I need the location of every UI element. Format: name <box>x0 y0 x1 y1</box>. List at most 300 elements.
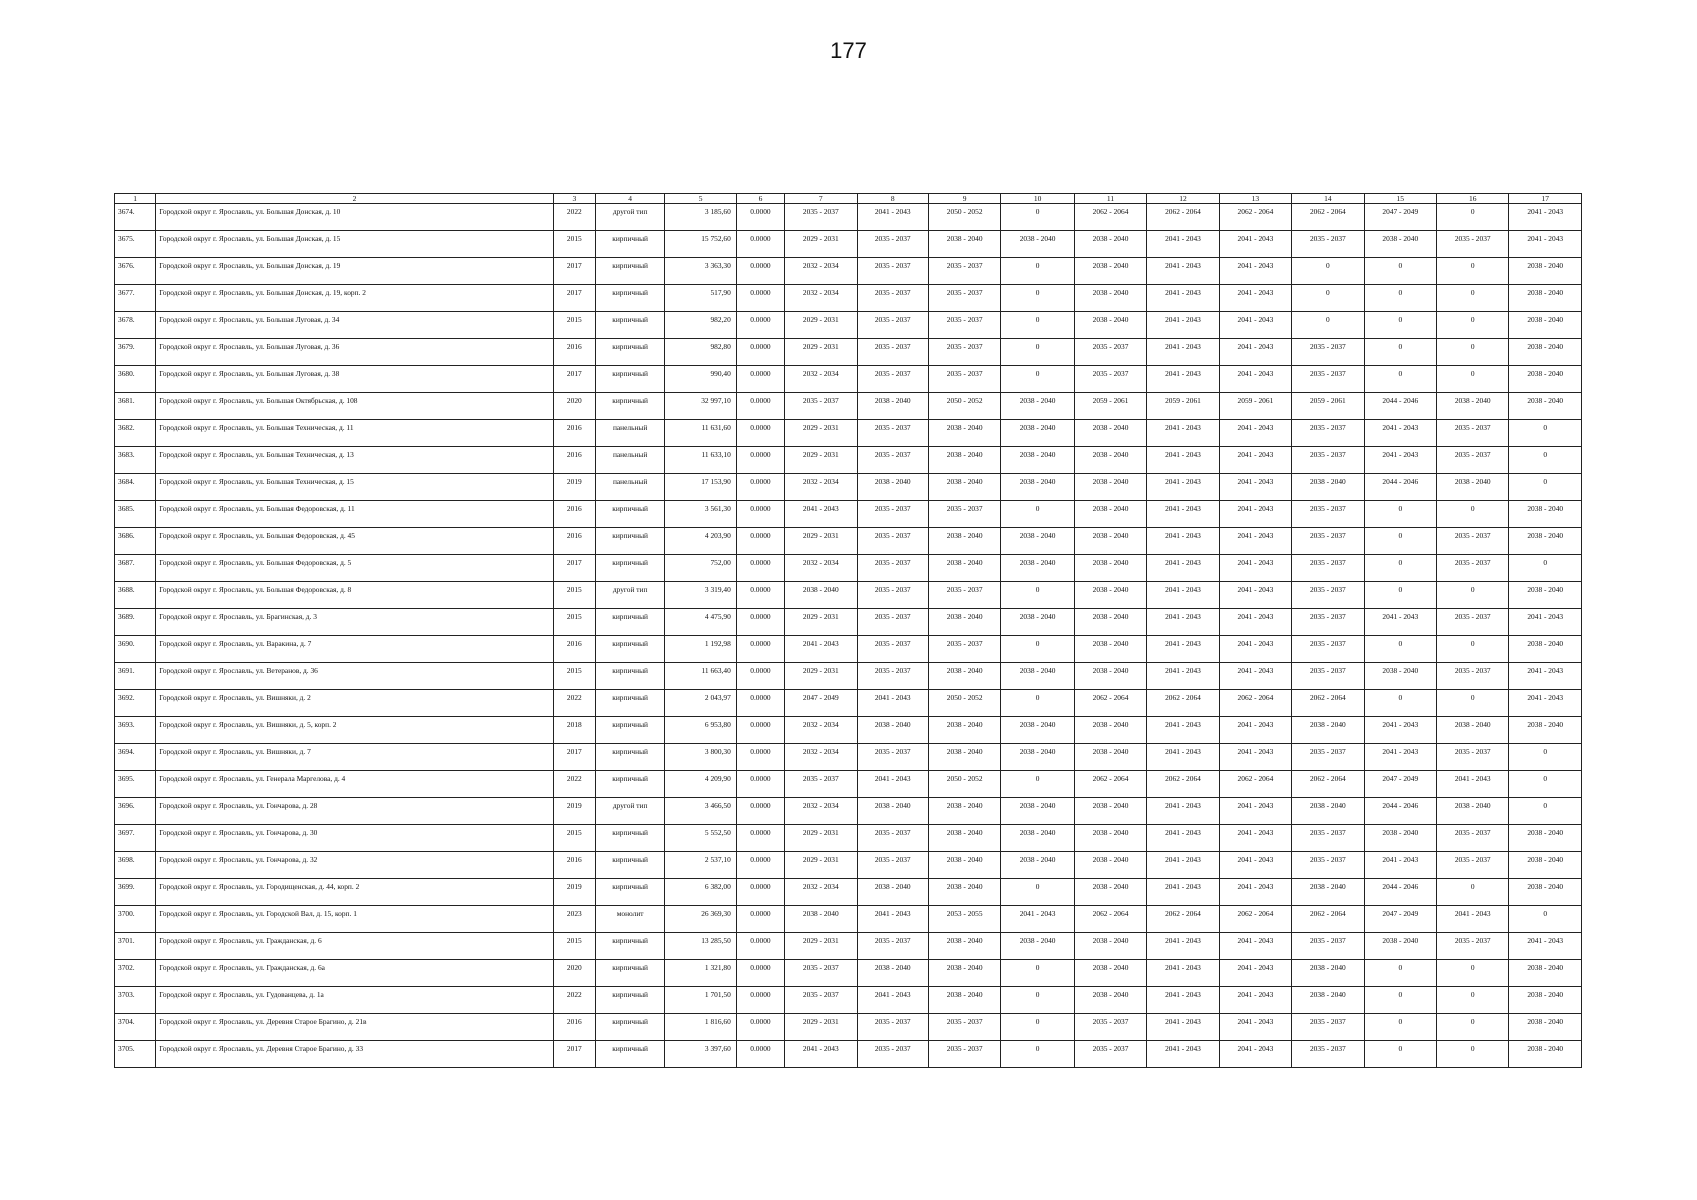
period-8-cell: 2035 - 2037 <box>857 582 928 609</box>
period-7-cell: 2032 - 2034 <box>785 285 857 312</box>
year-cell: 2016 <box>553 339 595 366</box>
period-12-cell: 2041 - 2043 <box>1147 312 1219 339</box>
period-9-cell: 2050 - 2052 <box>928 393 1000 420</box>
coefficient-cell: 0.0000 <box>736 447 784 474</box>
wall-material-cell: кирпичный <box>595 960 664 987</box>
year-cell: 2018 <box>553 717 595 744</box>
row-number-cell: 3695. <box>115 771 156 798</box>
period-7-cell: 2032 - 2034 <box>785 555 857 582</box>
area-cell: 4 475,90 <box>665 609 736 636</box>
area-cell: 2 537,10 <box>665 852 736 879</box>
area-cell: 3 319,40 <box>665 582 736 609</box>
row-number-cell: 3696. <box>115 798 156 825</box>
period-7-cell: 2035 - 2037 <box>785 960 857 987</box>
period-13-cell: 2041 - 2043 <box>1219 1014 1291 1041</box>
row-number-cell: 3690. <box>115 636 156 663</box>
period-12-cell: 2041 - 2043 <box>1147 231 1219 258</box>
period-7-cell: 2029 - 2031 <box>785 609 857 636</box>
address-cell: Городской округ г. Ярославль, ул. Большая Луговая, д. 34 <box>156 312 553 339</box>
period-15-cell: 2041 - 2043 <box>1364 852 1436 879</box>
address-cell: Городской округ г. Ярославль, ул. Большая Донская, д. 19, корп. 2 <box>156 285 553 312</box>
year-cell: 2015 <box>553 312 595 339</box>
address-cell: Городской округ г. Ярославль, ул. Деревня Старое Брагино, д. 33 <box>156 1041 553 1068</box>
row-number-cell: 3677. <box>115 285 156 312</box>
address-cell: Городской округ г. Ярославль, ул. Гончарова, д. 30 <box>156 825 553 852</box>
table-row <box>115 285 1582 312</box>
period-13-cell: 2041 - 2043 <box>1219 312 1291 339</box>
period-9-cell: 2038 - 2040 <box>928 744 1000 771</box>
address-cell: Городской округ г. Ярославль, ул. Большая Донская, д. 19 <box>156 258 553 285</box>
period-12-cell: 2041 - 2043 <box>1147 987 1219 1014</box>
row-number-cell: 3676. <box>115 258 156 285</box>
year-cell: 2015 <box>553 609 595 636</box>
period-10-cell: 0 <box>1001 690 1074 717</box>
period-9-cell: 2038 - 2040 <box>928 609 1000 636</box>
period-8-cell: 2035 - 2037 <box>857 528 928 555</box>
coefficient-cell: 0.0000 <box>736 1041 784 1068</box>
year-cell: 2016 <box>553 852 595 879</box>
address-cell: Городской округ г. Ярославль, ул. Городищенская, д. 44, корп. 2 <box>156 879 553 906</box>
period-10-cell: 2038 - 2040 <box>1001 555 1074 582</box>
period-17-cell: 0 <box>1509 744 1582 771</box>
period-11-cell: 2038 - 2040 <box>1074 474 1146 501</box>
period-7-cell: 2038 - 2040 <box>785 906 857 933</box>
period-10-cell: 0 <box>1001 636 1074 663</box>
period-8-cell: 2041 - 2043 <box>857 204 928 231</box>
wall-material-cell: кирпичный <box>595 501 664 528</box>
year-cell: 2020 <box>553 393 595 420</box>
table-row <box>115 366 1582 393</box>
period-8-cell: 2038 - 2040 <box>857 798 928 825</box>
period-9-cell: 2038 - 2040 <box>928 798 1000 825</box>
period-11-cell: 2038 - 2040 <box>1074 636 1146 663</box>
period-13-cell: 2041 - 2043 <box>1219 798 1291 825</box>
period-12-cell: 2041 - 2043 <box>1147 609 1219 636</box>
period-10-cell: 0 <box>1001 204 1074 231</box>
period-14-cell: 2038 - 2040 <box>1292 474 1364 501</box>
period-12-cell: 2059 - 2061 <box>1147 393 1219 420</box>
row-number-cell: 3689. <box>115 609 156 636</box>
table-row <box>115 312 1582 339</box>
wall-material-cell: кирпичный <box>595 1041 664 1068</box>
period-16-cell: 0 <box>1437 1041 1509 1068</box>
table-row <box>115 852 1582 879</box>
period-12-cell: 2041 - 2043 <box>1147 717 1219 744</box>
column-header-15: 15 <box>1364 194 1436 204</box>
period-7-cell: 2029 - 2031 <box>785 852 857 879</box>
period-12-cell: 2041 - 2043 <box>1147 960 1219 987</box>
period-17-cell: 2038 - 2040 <box>1509 852 1582 879</box>
period-13-cell: 2041 - 2043 <box>1219 528 1291 555</box>
page-number: 177 <box>830 38 867 63</box>
period-9-cell: 2035 - 2037 <box>928 258 1000 285</box>
wall-material-cell: другой тип <box>595 582 664 609</box>
period-11-cell: 2038 - 2040 <box>1074 447 1146 474</box>
period-8-cell: 2035 - 2037 <box>857 312 928 339</box>
period-8-cell: 2041 - 2043 <box>857 906 928 933</box>
row-number-cell: 3691. <box>115 663 156 690</box>
coefficient-cell: 0.0000 <box>736 636 784 663</box>
table-row <box>115 960 1582 987</box>
period-16-cell: 0 <box>1437 339 1509 366</box>
wall-material-cell: кирпичный <box>595 285 664 312</box>
year-cell: 2017 <box>553 555 595 582</box>
period-15-cell: 0 <box>1364 1041 1436 1068</box>
period-8-cell: 2038 - 2040 <box>857 393 928 420</box>
period-12-cell: 2041 - 2043 <box>1147 501 1219 528</box>
address-cell: Городской округ г. Ярославль, ул. Большая Донская, д. 15 <box>156 231 553 258</box>
period-9-cell: 2038 - 2040 <box>928 879 1000 906</box>
period-13-cell: 2062 - 2064 <box>1219 690 1291 717</box>
coefficient-cell: 0.0000 <box>736 474 784 501</box>
period-9-cell: 2035 - 2037 <box>928 339 1000 366</box>
address-cell: Городской округ г. Ярославль, ул. Вишняки, д. 7 <box>156 744 553 771</box>
area-cell: 3 800,30 <box>665 744 736 771</box>
wall-material-cell: кирпичный <box>595 852 664 879</box>
period-9-cell: 2038 - 2040 <box>928 852 1000 879</box>
column-header-3: 3 <box>553 194 595 204</box>
period-16-cell: 2041 - 2043 <box>1437 906 1509 933</box>
period-17-cell: 2038 - 2040 <box>1509 1041 1582 1068</box>
area-cell: 5 552,50 <box>665 825 736 852</box>
wall-material-cell: другой тип <box>595 798 664 825</box>
period-10-cell: 2038 - 2040 <box>1001 420 1074 447</box>
coefficient-cell: 0.0000 <box>736 879 784 906</box>
period-15-cell: 0 <box>1364 960 1436 987</box>
address-cell: Городской округ г. Ярославль, ул. Большая Федоровская, д. 8 <box>156 582 553 609</box>
period-15-cell: 2041 - 2043 <box>1364 609 1436 636</box>
period-10-cell: 2038 - 2040 <box>1001 609 1074 636</box>
period-17-cell: 2038 - 2040 <box>1509 960 1582 987</box>
period-16-cell: 2035 - 2037 <box>1437 852 1509 879</box>
period-14-cell: 2038 - 2040 <box>1292 798 1364 825</box>
period-12-cell: 2041 - 2043 <box>1147 636 1219 663</box>
period-16-cell: 0 <box>1437 879 1509 906</box>
period-15-cell: 2047 - 2049 <box>1364 204 1436 231</box>
area-cell: 3 363,30 <box>665 258 736 285</box>
table-row <box>115 663 1582 690</box>
period-16-cell: 2035 - 2037 <box>1437 609 1509 636</box>
period-15-cell: 0 <box>1364 582 1436 609</box>
coefficient-cell: 0.0000 <box>736 285 784 312</box>
table-row <box>115 636 1582 663</box>
period-13-cell: 2041 - 2043 <box>1219 1041 1291 1068</box>
period-12-cell: 2041 - 2043 <box>1147 825 1219 852</box>
period-13-cell: 2041 - 2043 <box>1219 501 1291 528</box>
table-row <box>115 825 1582 852</box>
period-10-cell: 2038 - 2040 <box>1001 744 1074 771</box>
period-10-cell: 2038 - 2040 <box>1001 474 1074 501</box>
period-16-cell: 2041 - 2043 <box>1437 771 1509 798</box>
address-cell: Городской округ г. Ярославль, ул. Большая Техническая, д. 11 <box>156 420 553 447</box>
period-10-cell: 0 <box>1001 501 1074 528</box>
column-header-12: 12 <box>1147 194 1219 204</box>
year-cell: 2015 <box>553 582 595 609</box>
period-16-cell: 2035 - 2037 <box>1437 555 1509 582</box>
period-15-cell: 2047 - 2049 <box>1364 906 1436 933</box>
period-15-cell: 0 <box>1364 528 1436 555</box>
period-7-cell: 2029 - 2031 <box>785 1014 857 1041</box>
period-15-cell: 2044 - 2046 <box>1364 879 1436 906</box>
address-cell: Городской округ г. Ярославль, ул. Большая Луговая, д. 36 <box>156 339 553 366</box>
period-13-cell: 2062 - 2064 <box>1219 204 1291 231</box>
period-16-cell: 0 <box>1437 1014 1509 1041</box>
period-13-cell: 2041 - 2043 <box>1219 582 1291 609</box>
period-9-cell: 2035 - 2037 <box>928 285 1000 312</box>
coefficient-cell: 0.0000 <box>736 231 784 258</box>
wall-material-cell: панельный <box>595 474 664 501</box>
column-header-10: 10 <box>1001 194 1074 204</box>
wall-material-cell: кирпичный <box>595 663 664 690</box>
period-17-cell: 2038 - 2040 <box>1509 825 1582 852</box>
wall-material-cell: кирпичный <box>595 258 664 285</box>
period-14-cell: 2035 - 2037 <box>1292 636 1364 663</box>
coefficient-cell: 0.0000 <box>736 312 784 339</box>
period-11-cell: 2038 - 2040 <box>1074 663 1146 690</box>
row-number-cell: 3700. <box>115 906 156 933</box>
period-10-cell: 0 <box>1001 582 1074 609</box>
year-cell: 2015 <box>553 663 595 690</box>
period-12-cell: 2041 - 2043 <box>1147 1014 1219 1041</box>
row-number-cell: 3702. <box>115 960 156 987</box>
coefficient-cell: 0.0000 <box>736 366 784 393</box>
column-header-8: 8 <box>857 194 928 204</box>
period-8-cell: 2035 - 2037 <box>857 231 928 258</box>
period-14-cell: 2062 - 2064 <box>1292 771 1364 798</box>
period-11-cell: 2035 - 2037 <box>1074 366 1146 393</box>
period-7-cell: 2029 - 2031 <box>785 528 857 555</box>
area-cell: 752,00 <box>665 555 736 582</box>
period-7-cell: 2029 - 2031 <box>785 933 857 960</box>
address-cell: Городской округ г. Ярославль, ул. Генерала Маргелова, д. 4 <box>156 771 553 798</box>
period-14-cell: 2035 - 2037 <box>1292 744 1364 771</box>
coefficient-cell: 0.0000 <box>736 204 784 231</box>
period-10-cell: 2038 - 2040 <box>1001 663 1074 690</box>
period-10-cell: 0 <box>1001 960 1074 987</box>
period-10-cell: 2038 - 2040 <box>1001 798 1074 825</box>
period-14-cell: 2035 - 2037 <box>1292 582 1364 609</box>
period-9-cell: 2050 - 2052 <box>928 690 1000 717</box>
period-17-cell: 2041 - 2043 <box>1509 663 1582 690</box>
year-cell: 2016 <box>553 447 595 474</box>
period-9-cell: 2050 - 2052 <box>928 204 1000 231</box>
period-12-cell: 2062 - 2064 <box>1147 771 1219 798</box>
period-12-cell: 2041 - 2043 <box>1147 528 1219 555</box>
row-number-cell: 3693. <box>115 717 156 744</box>
row-number-cell: 3678. <box>115 312 156 339</box>
period-11-cell: 2035 - 2037 <box>1074 339 1146 366</box>
wall-material-cell: кирпичный <box>595 987 664 1014</box>
period-8-cell: 2035 - 2037 <box>857 555 928 582</box>
period-7-cell: 2041 - 2043 <box>785 501 857 528</box>
period-12-cell: 2041 - 2043 <box>1147 474 1219 501</box>
period-17-cell: 2038 - 2040 <box>1509 528 1582 555</box>
period-14-cell: 2035 - 2037 <box>1292 1041 1364 1068</box>
area-cell: 1 192,98 <box>665 636 736 663</box>
table-row <box>115 609 1582 636</box>
period-13-cell: 2041 - 2043 <box>1219 447 1291 474</box>
period-11-cell: 2035 - 2037 <box>1074 1041 1146 1068</box>
table-row <box>115 339 1582 366</box>
period-12-cell: 2041 - 2043 <box>1147 420 1219 447</box>
period-11-cell: 2062 - 2064 <box>1074 690 1146 717</box>
period-9-cell: 2035 - 2037 <box>928 1014 1000 1041</box>
year-cell: 2016 <box>553 1014 595 1041</box>
wall-material-cell: кирпичный <box>595 825 664 852</box>
coefficient-cell: 0.0000 <box>736 906 784 933</box>
period-16-cell: 0 <box>1437 636 1509 663</box>
period-8-cell: 2035 - 2037 <box>857 744 928 771</box>
period-7-cell: 2032 - 2034 <box>785 474 857 501</box>
table-row <box>115 1041 1582 1068</box>
table-row <box>115 879 1582 906</box>
row-number-cell: 3701. <box>115 933 156 960</box>
coefficient-cell: 0.0000 <box>736 420 784 447</box>
period-8-cell: 2035 - 2037 <box>857 852 928 879</box>
coefficient-cell: 0.0000 <box>736 609 784 636</box>
year-cell: 2016 <box>553 420 595 447</box>
row-number-cell: 3683. <box>115 447 156 474</box>
period-11-cell: 2038 - 2040 <box>1074 798 1146 825</box>
period-17-cell: 2038 - 2040 <box>1509 312 1582 339</box>
table-row <box>115 555 1582 582</box>
period-7-cell: 2035 - 2037 <box>785 393 857 420</box>
column-header-7: 7 <box>785 194 857 204</box>
address-cell: Городской округ г. Ярославль, ул. Большая Федоровская, д. 5 <box>156 555 553 582</box>
table-row <box>115 582 1582 609</box>
column-header-14: 14 <box>1292 194 1364 204</box>
period-15-cell: 0 <box>1364 258 1436 285</box>
area-cell: 6 382,00 <box>665 879 736 906</box>
capital-repair-table <box>114 193 1582 1068</box>
period-13-cell: 2041 - 2043 <box>1219 420 1291 447</box>
period-9-cell: 2035 - 2037 <box>928 582 1000 609</box>
year-cell: 2017 <box>553 258 595 285</box>
period-13-cell: 2041 - 2043 <box>1219 933 1291 960</box>
table-row <box>115 231 1582 258</box>
period-7-cell: 2029 - 2031 <box>785 420 857 447</box>
coefficient-cell: 0.0000 <box>736 258 784 285</box>
period-14-cell: 2062 - 2064 <box>1292 690 1364 717</box>
period-16-cell: 2035 - 2037 <box>1437 744 1509 771</box>
period-13-cell: 2062 - 2064 <box>1219 771 1291 798</box>
period-10-cell: 2038 - 2040 <box>1001 933 1074 960</box>
period-15-cell: 2038 - 2040 <box>1364 933 1436 960</box>
table-row <box>115 393 1582 420</box>
period-11-cell: 2038 - 2040 <box>1074 285 1146 312</box>
period-14-cell: 2035 - 2037 <box>1292 447 1364 474</box>
table-row <box>115 987 1582 1014</box>
column-header-4: 4 <box>595 194 664 204</box>
period-10-cell: 0 <box>1001 1014 1074 1041</box>
period-7-cell: 2029 - 2031 <box>785 663 857 690</box>
period-14-cell: 2038 - 2040 <box>1292 960 1364 987</box>
period-15-cell: 2041 - 2043 <box>1364 717 1436 744</box>
period-7-cell: 2032 - 2034 <box>785 258 857 285</box>
year-cell: 2015 <box>553 231 595 258</box>
year-cell: 2019 <box>553 474 595 501</box>
period-9-cell: 2038 - 2040 <box>928 717 1000 744</box>
period-10-cell: 0 <box>1001 366 1074 393</box>
period-16-cell: 2035 - 2037 <box>1437 420 1509 447</box>
period-10-cell: 2038 - 2040 <box>1001 393 1074 420</box>
period-9-cell: 2038 - 2040 <box>928 447 1000 474</box>
period-12-cell: 2041 - 2043 <box>1147 366 1219 393</box>
period-17-cell: 2038 - 2040 <box>1509 717 1582 744</box>
row-number-cell: 3674. <box>115 204 156 231</box>
period-10-cell: 0 <box>1001 285 1074 312</box>
period-14-cell: 2035 - 2037 <box>1292 663 1364 690</box>
period-16-cell: 0 <box>1437 312 1509 339</box>
address-cell: Городской округ г. Ярославль, ул. Гончарова, д. 28 <box>156 798 553 825</box>
period-14-cell: 2035 - 2037 <box>1292 555 1364 582</box>
period-13-cell: 2041 - 2043 <box>1219 366 1291 393</box>
area-cell: 26 369,30 <box>665 906 736 933</box>
address-cell: Городской округ г. Ярославль, ул. Деревня Старое Брагино, д. 21в <box>156 1014 553 1041</box>
period-17-cell: 2038 - 2040 <box>1509 258 1582 285</box>
wall-material-cell: другой тип <box>595 204 664 231</box>
period-16-cell: 0 <box>1437 690 1509 717</box>
period-14-cell: 2062 - 2064 <box>1292 906 1364 933</box>
area-cell: 1 701,50 <box>665 987 736 1014</box>
period-14-cell: 0 <box>1292 312 1364 339</box>
year-cell: 2022 <box>553 987 595 1014</box>
period-8-cell: 2038 - 2040 <box>857 474 928 501</box>
period-7-cell: 2032 - 2034 <box>785 366 857 393</box>
period-15-cell: 0 <box>1364 339 1436 366</box>
period-10-cell: 2038 - 2040 <box>1001 825 1074 852</box>
period-12-cell: 2041 - 2043 <box>1147 933 1219 960</box>
address-cell: Городской округ г. Ярославль, ул. Гражданская, д. 6 <box>156 933 553 960</box>
period-17-cell: 2038 - 2040 <box>1509 393 1582 420</box>
row-number-cell: 3699. <box>115 879 156 906</box>
period-8-cell: 2041 - 2043 <box>857 987 928 1014</box>
year-cell: 2017 <box>553 366 595 393</box>
period-8-cell: 2035 - 2037 <box>857 501 928 528</box>
coefficient-cell: 0.0000 <box>736 987 784 1014</box>
table-row <box>115 420 1582 447</box>
period-14-cell: 2035 - 2037 <box>1292 933 1364 960</box>
coefficient-cell: 0.0000 <box>736 717 784 744</box>
table-row <box>115 474 1582 501</box>
period-12-cell: 2041 - 2043 <box>1147 555 1219 582</box>
period-16-cell: 2035 - 2037 <box>1437 447 1509 474</box>
area-cell: 3 561,30 <box>665 501 736 528</box>
wall-material-cell: кирпичный <box>595 339 664 366</box>
period-10-cell: 0 <box>1001 1041 1074 1068</box>
wall-material-cell: монолит <box>595 906 664 933</box>
area-cell: 990,40 <box>665 366 736 393</box>
address-cell: Городской округ г. Ярославль, ул. Ветеранов, д. 36 <box>156 663 553 690</box>
row-number-cell: 3692. <box>115 690 156 717</box>
wall-material-cell: кирпичный <box>595 879 664 906</box>
period-15-cell: 2038 - 2040 <box>1364 663 1436 690</box>
period-17-cell: 2038 - 2040 <box>1509 339 1582 366</box>
period-15-cell: 0 <box>1364 285 1436 312</box>
period-17-cell: 2038 - 2040 <box>1509 501 1582 528</box>
year-cell: 2017 <box>553 285 595 312</box>
area-cell: 15 752,60 <box>665 231 736 258</box>
period-17-cell: 2041 - 2043 <box>1509 204 1582 231</box>
period-10-cell: 0 <box>1001 879 1074 906</box>
period-7-cell: 2032 - 2034 <box>785 744 857 771</box>
period-13-cell: 2041 - 2043 <box>1219 987 1291 1014</box>
wall-material-cell: кирпичный <box>595 312 664 339</box>
period-17-cell: 0 <box>1509 420 1582 447</box>
wall-material-cell: кирпичный <box>595 366 664 393</box>
period-15-cell: 2047 - 2049 <box>1364 771 1436 798</box>
area-cell: 17 153,90 <box>665 474 736 501</box>
